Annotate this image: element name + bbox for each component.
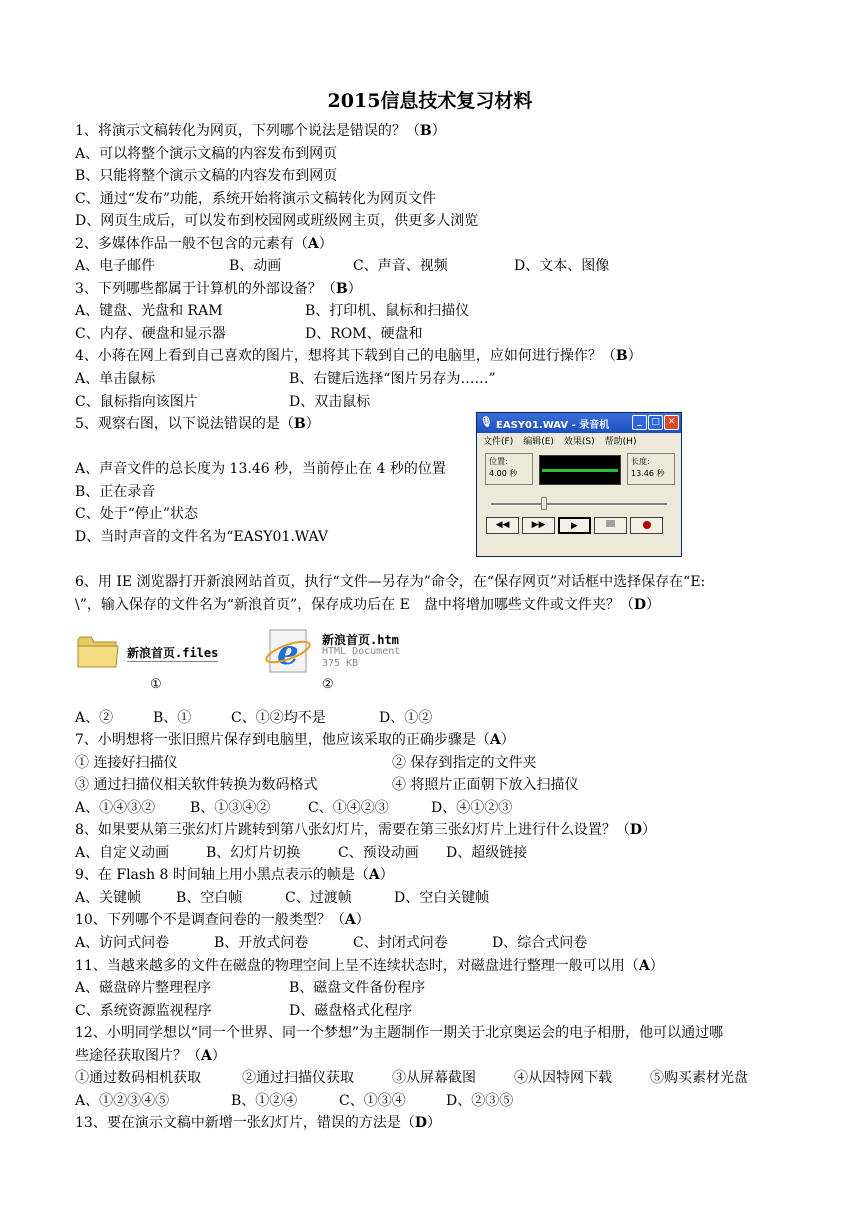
- option: D、①②: [379, 710, 433, 726]
- answer: B: [615, 348, 628, 364]
- option: A、关键帧: [75, 890, 142, 906]
- option: B、幻灯片切换: [206, 845, 301, 861]
- sound-recorder-window: [476, 412, 682, 557]
- option: C、内存、硬盘和显示器: [75, 326, 226, 342]
- option: D、ROM、硬盘和: [305, 326, 423, 342]
- option: B、磁盘文件备份程序: [289, 980, 426, 996]
- mark-1: ①: [150, 677, 162, 692]
- answer: B: [335, 281, 348, 297]
- option: B、右键后选择“图片另存为……”: [289, 371, 496, 387]
- source: ④从因特网下载: [514, 1070, 612, 1086]
- option: D、空白关键帧: [394, 890, 490, 906]
- option: C、鼠标指向该图片: [75, 394, 198, 410]
- option: D、综合式问卷: [492, 935, 588, 951]
- option: A、①④③②: [75, 800, 156, 816]
- option: B、①②④: [231, 1093, 298, 1109]
- option: C、系统资源监视程序: [75, 1003, 212, 1019]
- svg-text:e: e: [277, 633, 299, 673]
- question-13: 13、要在演示文稿中新增一张幻灯片，错误的方法是（D）: [75, 1115, 441, 1131]
- question-3: 3、下列哪些都属于计算机的外部设备？（B）: [75, 281, 362, 297]
- answer: A: [201, 1048, 212, 1064]
- waveform-display: [539, 455, 621, 485]
- folder-icon: [76, 632, 120, 670]
- question-12-cont: 些途径获取图片？（A）: [75, 1048, 226, 1064]
- option: C、处于“停止”状态: [75, 506, 199, 522]
- stop-icon: [594, 517, 627, 534]
- option: B、只能将整个演示文稿的内容发布到网页: [75, 168, 338, 184]
- option: A、单击鼠标: [75, 371, 156, 387]
- option: B、开放式问卷: [214, 935, 309, 951]
- option: A、可以将整个演示文稿的内容发布到网页: [75, 146, 338, 162]
- answer: D: [414, 1115, 427, 1131]
- question-10: 10、下列哪个不是调查问卷的一般类型？（A）: [75, 912, 370, 928]
- option: D、②③⑤: [446, 1093, 514, 1109]
- answer: A: [368, 867, 380, 883]
- answer: A: [307, 236, 319, 252]
- source: ②通过扫描仪获取: [242, 1070, 354, 1086]
- option: B、打印机、鼠标和扫描仪: [305, 303, 470, 319]
- option: A、自定义动画: [75, 845, 170, 861]
- menu-effects: 效果(S): [563, 437, 595, 447]
- menu-help: 帮助(H): [604, 437, 637, 447]
- option: C、声音、视频: [353, 258, 448, 274]
- answer: D: [633, 597, 646, 613]
- option: D、超级链接: [446, 845, 528, 861]
- option: A、①②③④⑤: [75, 1093, 170, 1109]
- rewind-icon: ◀◀: [486, 517, 519, 534]
- fast-forward-icon: ▶▶: [522, 517, 555, 534]
- question-4: 4、小蒋在网上看到自己喜欢的图片，想将其下载到自己的电脑里，应如何进行操作？（B）: [75, 348, 642, 364]
- option: C、封闭式问卷: [353, 935, 448, 951]
- question-1: 1、将演示文稿转化为网页，下列哪个说法是错误的？（B）: [75, 123, 446, 139]
- option: C、过渡帧: [285, 890, 352, 906]
- htm-file-type: HTML Document: [322, 646, 401, 657]
- length-box: 长度: 13.46 秒: [627, 453, 675, 485]
- source: ⑤购买素材光盘: [650, 1070, 748, 1086]
- option: B、①③④②: [190, 800, 271, 816]
- option: B、①: [153, 710, 192, 726]
- option: D、网页生成后，可以发布到校园网或班级网主页，供更多人浏览: [75, 213, 479, 229]
- answer: B: [293, 416, 306, 432]
- close-icon: ✕: [664, 415, 679, 430]
- question-12: 12、小明同学想以“同一个世界、同一个梦想”为主题制作一期关于北京奥运会的电子相册，他可以通过哪: [75, 1025, 724, 1041]
- question-7: 7、小明想将一张旧照片保存到电脑里，他应该采取的正确步骤是（A）: [75, 732, 515, 748]
- htm-file-name: 新浪首页.htm: [322, 633, 399, 647]
- option: C、通过“发布”功能，系统开始将演示文稿转化为网页文件: [75, 191, 437, 207]
- option: D、磁盘格式化程序: [289, 1003, 413, 1019]
- option: B、正在录音: [75, 484, 156, 500]
- source: ①通过数码相机获取: [75, 1070, 201, 1086]
- mark-2: ②: [322, 677, 334, 692]
- answer: D: [629, 822, 643, 838]
- source: ③从屏幕截图: [392, 1070, 476, 1086]
- menu-edit: 编辑(E): [523, 437, 554, 447]
- answer: A: [638, 958, 650, 974]
- maximize-icon: □: [648, 415, 663, 430]
- minimize-icon: _: [632, 415, 647, 430]
- question-6-cont: \”，输入保存的文件名为“新浪首页”，保存成功后在 E 盘中将增加哪些文件或文件夹？（D）: [75, 597, 660, 613]
- option: C、①③④: [339, 1093, 406, 1109]
- folder-label: 新浪首页.files: [127, 646, 219, 660]
- answer: B: [419, 123, 432, 139]
- step: ③ 通过扫描仪相关软件转换为数码格式: [75, 777, 318, 793]
- option: D、④①②③: [431, 800, 513, 816]
- option: D、文本、图像: [514, 258, 610, 274]
- recorder-titlebar: [477, 413, 681, 433]
- option: C、①②均不是: [231, 710, 326, 726]
- step: ④ 将照片正面朝下放入扫描仪: [392, 777, 579, 793]
- option: A、访问式问卷: [75, 935, 170, 951]
- record-icon: [630, 517, 663, 534]
- option: C、①④②③: [308, 800, 389, 816]
- option: B、空白帧: [176, 890, 243, 906]
- step: ② 保存到指定的文件夹: [392, 755, 537, 771]
- question-9: 9、在 Flash 8 时间轴上用小黑点表示的帧是（A）: [75, 867, 394, 883]
- option: D、双击鼠标: [289, 394, 371, 410]
- option: A、声音文件的总长度为 13.46 秒，当前停止在 4 秒的位置: [75, 461, 446, 477]
- recorder-title: EASY01.WAV - 录音机: [496, 419, 610, 431]
- htm-file-size: 375 KB: [322, 658, 359, 669]
- option: A、电子邮件: [75, 258, 156, 274]
- option: B、动画: [229, 258, 282, 274]
- option: A、磁盘碎片整理程序: [75, 980, 212, 996]
- page-title: 2015信息技术复习材料: [327, 90, 533, 112]
- option: A、②: [75, 710, 114, 726]
- answer: A: [489, 732, 501, 748]
- menu-file: 文件(F): [483, 437, 514, 447]
- question-2: 2、多媒体作品一般不包含的元素有（A）: [75, 236, 333, 252]
- option: A、键盘、光盘和 RAM: [75, 303, 223, 319]
- question-8: 8、如果要从第三张幻灯片跳转到第八张幻灯片，需要在第三张幻灯片上进行什么设置？（D）: [75, 822, 657, 838]
- position-box: 位置: 4.00 秒: [485, 453, 533, 485]
- question-11: 11、当越来越多的文件在磁盘的物理空间上呈不连续状态时，对磁盘进行整理一般可以用（A）: [75, 958, 664, 974]
- option: C、预设动画: [338, 845, 419, 861]
- position-slider: [491, 497, 667, 511]
- slider-thumb: [541, 497, 547, 510]
- step: ① 连接好扫描仪: [75, 755, 178, 771]
- answer: A: [344, 912, 356, 928]
- option: D、当时声音的文件名为“EASY01.WAV: [75, 529, 329, 545]
- question-5: 5、观察右图，以下说法错误的是（B）: [75, 416, 320, 432]
- ie-html-file-icon: [262, 628, 314, 674]
- microphone-icon: 🎙: [480, 417, 493, 428]
- recorder-menubar: [477, 433, 681, 448]
- play-icon: ▶: [558, 517, 591, 534]
- question-6: 6、用 IE 浏览器打开新浪网站首页，执行“文件—另存为”命令，在“保存网页”对话框中选择保存在“E:: [75, 574, 706, 590]
